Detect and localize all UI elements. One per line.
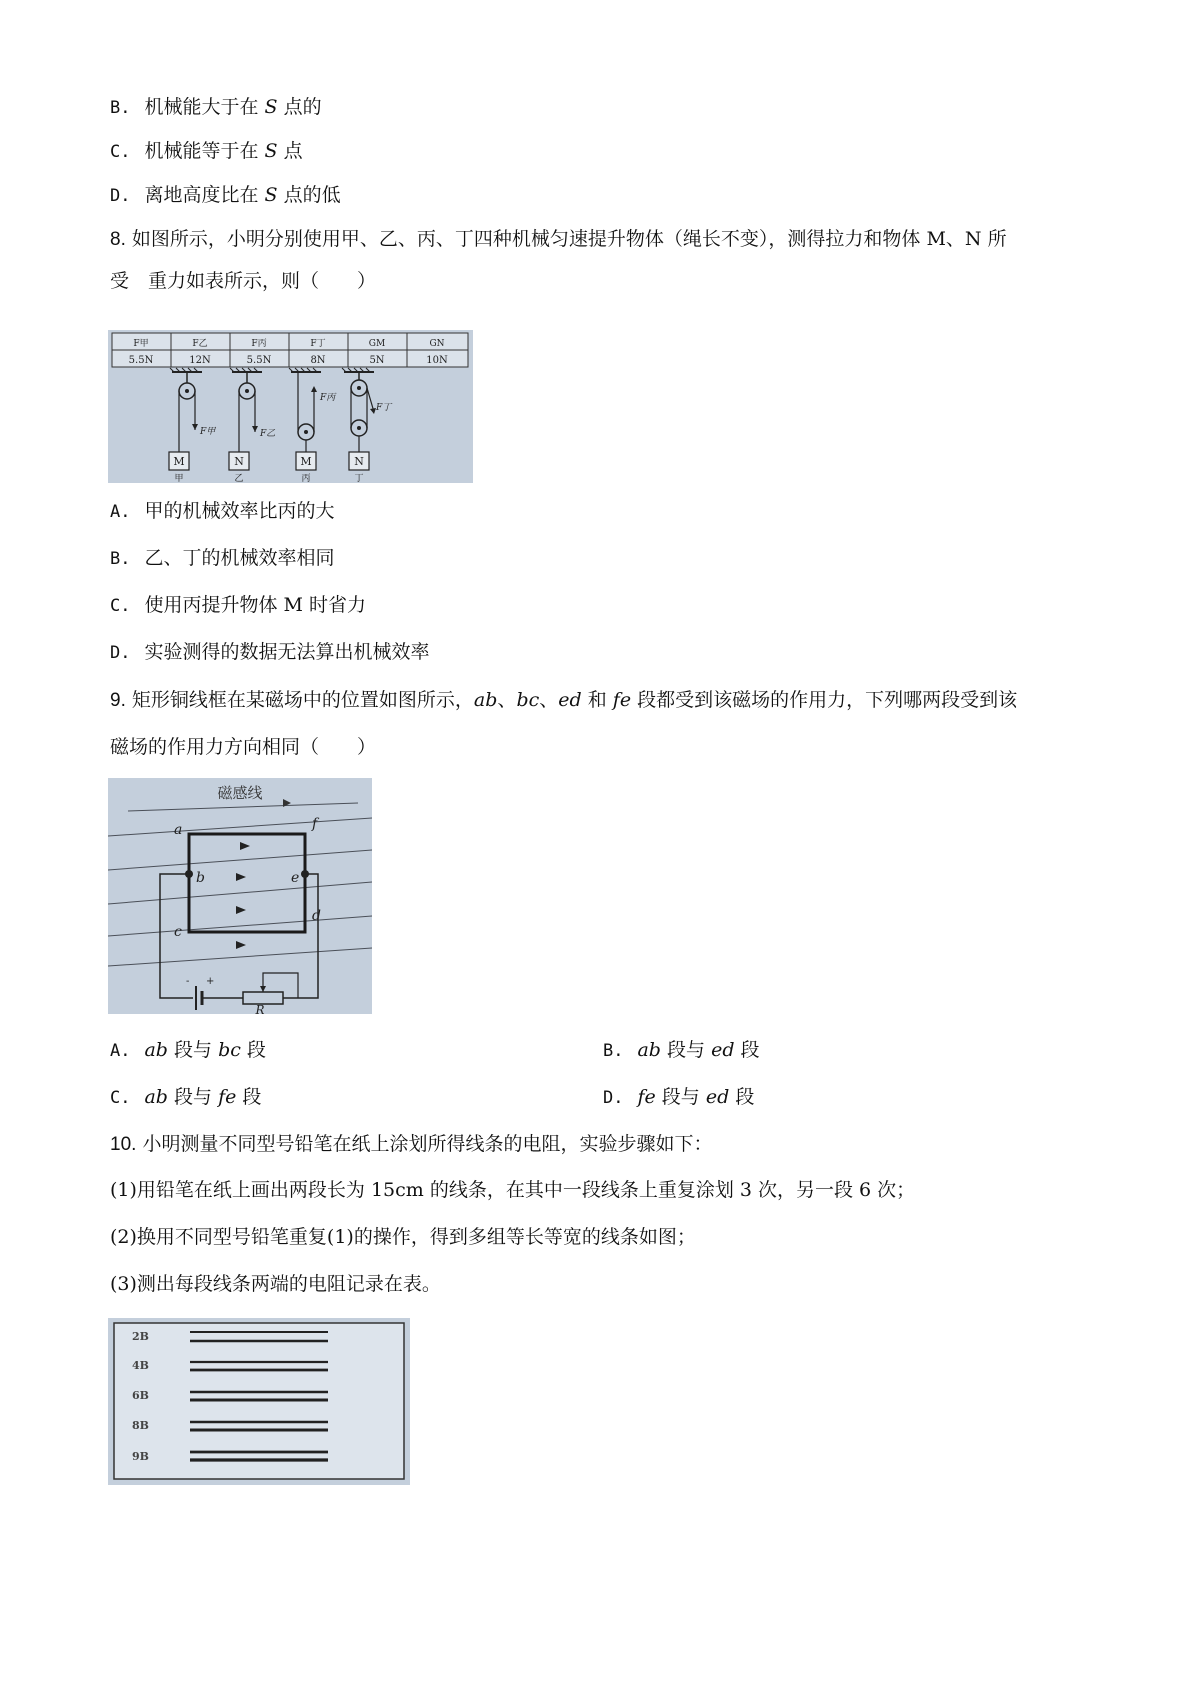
q10-step2: (2)换用不同型号铅笔重复(1)的操作，得到多组等长等宽的线条如图；: [110, 1226, 696, 1248]
machine-ding: [342, 368, 393, 483]
point-d-label: d: [312, 908, 321, 924]
force-label-jia: F甲: [200, 427, 216, 437]
q9-option-a: A. ab 段与 bc 段: [110, 1039, 266, 1061]
q8-header-gm: GM: [368, 339, 386, 349]
q8-pulley-svg: [108, 330, 473, 483]
q8-value-gn: 10N: [426, 355, 448, 366]
q9-option-c: C. ab 段与 fe 段: [110, 1086, 262, 1108]
q8-value-f-bing: 5.5N: [246, 355, 272, 366]
resistor-label: R: [255, 1003, 265, 1014]
point-c-label: c: [174, 924, 182, 940]
field-lines: [108, 803, 372, 966]
q8-option-c: C. 使用丙提升物体 M 时省力: [110, 594, 367, 616]
q9-stem-line1: 9. 矩形铜线框在某磁场中的位置如图所示，ab、bc、ed 和 fe 段都受到该磁场的作用力，下列哪两段受到该: [110, 689, 1018, 711]
q8-stem-line2: 受 重力如表所示，则（ ）: [110, 270, 377, 292]
q10-stem: 10. 小明测量不同型号铅笔在纸上涂划所得线条的电阻，实验步骤如下：: [110, 1133, 713, 1155]
q9-option-b: B. ab 段与 ed 段: [603, 1039, 760, 1061]
q9-stem-line2: 磁场的作用力方向相同（ ）: [110, 736, 377, 758]
battery-plus: +: [206, 976, 215, 987]
q8-option-b: B. 乙、丁的机械效率相同: [110, 547, 335, 569]
q9-option-d: D. fe 段与 ed 段: [603, 1086, 755, 1108]
block-label-ding: N: [354, 455, 364, 468]
copper-frame: [189, 834, 305, 932]
force-label-yi: F乙: [260, 429, 276, 439]
option-d-prev: D. 离地高度比在 S 点的低: [110, 184, 341, 206]
arrow-4: [236, 941, 246, 949]
joint-e: [301, 870, 309, 878]
pencil-label-6b: 6B: [132, 1389, 149, 1402]
q10-step3: (3)测出每段线条两端的电阻记录在表。: [110, 1273, 441, 1295]
arrow-1: [240, 842, 250, 850]
q8-pulley-figure: [108, 330, 473, 483]
pencil-label-2b: 2B: [132, 1330, 149, 1343]
q8-value-gm: 5N: [369, 355, 385, 366]
machine-name-ding: 丁: [354, 474, 364, 483]
machine-name-bing: 丙: [301, 474, 311, 483]
q8-value-f-jia: 5.5N: [128, 355, 154, 366]
point-a-label: a: [174, 822, 183, 838]
joint-b: [185, 870, 193, 878]
block-label-bing: M: [300, 455, 312, 468]
machine-name-jia: 甲: [174, 474, 184, 483]
force-label-ding: F丁: [376, 403, 392, 413]
q8-option-a: A. 甲的机械效率比丙的大: [110, 500, 335, 522]
q8-header-f-yi: F乙: [192, 339, 208, 349]
q9-magnetic-svg: [108, 778, 372, 1014]
q8-option-d: D. 实验测得的数据无法算出机械效率: [110, 641, 430, 663]
machine-yi: [229, 368, 275, 483]
q8-header-f-ding: F丁: [310, 339, 326, 349]
point-e-label: e: [291, 870, 300, 886]
q9-magnetic-figure: [108, 778, 372, 1014]
pencil-label-4b: 4B: [132, 1359, 149, 1372]
point-f-label: f: [312, 816, 318, 832]
q10-step1: (1)用铅笔在纸上画出两段长为 15cm 的线条，在其中一段线条上重复涂划 3 次，另一段 6 次；: [110, 1179, 916, 1201]
machine-name-yi: 乙: [234, 474, 244, 483]
machine-bing: [289, 368, 337, 483]
arrow-3: [236, 906, 246, 914]
block-label-jia: M: [173, 455, 185, 468]
point-b-label: b: [196, 870, 205, 886]
wire-right: [283, 874, 318, 998]
q10-pencil-svg: [108, 1318, 410, 1485]
option-c-prev: C. 机械能等于在 S 点: [110, 140, 303, 162]
q10-pencil-figure: [108, 1318, 410, 1485]
q8-value-f-ding: 8N: [310, 355, 326, 366]
q8-header-gn: GN: [429, 339, 445, 349]
arrow-2: [236, 873, 246, 881]
battery-minus: -: [186, 976, 190, 987]
slider-arrow: [260, 986, 266, 992]
q8-stem-line1: 8. 如图所示，小明分别使用甲、乙、丙、丁四种机械匀速提升物体（绳长不变），测得拉力和物体 M、N 所: [110, 228, 1007, 250]
q8-value-f-yi: 12N: [189, 355, 211, 366]
pencil-label-9b: 9B: [132, 1450, 149, 1463]
block-label-yi: N: [234, 455, 244, 468]
pencil-label-8b: 8B: [132, 1419, 149, 1432]
q8-header-f-bing: F丙: [251, 339, 267, 349]
option-b-prev: B. 机械能大于在 S 点的: [110, 96, 322, 118]
q8-header-f-jia: F甲: [133, 339, 149, 349]
machine-jia: [169, 368, 216, 483]
force-label-bing: F丙: [320, 393, 336, 403]
field-lines-title: 磁感线: [217, 784, 263, 802]
